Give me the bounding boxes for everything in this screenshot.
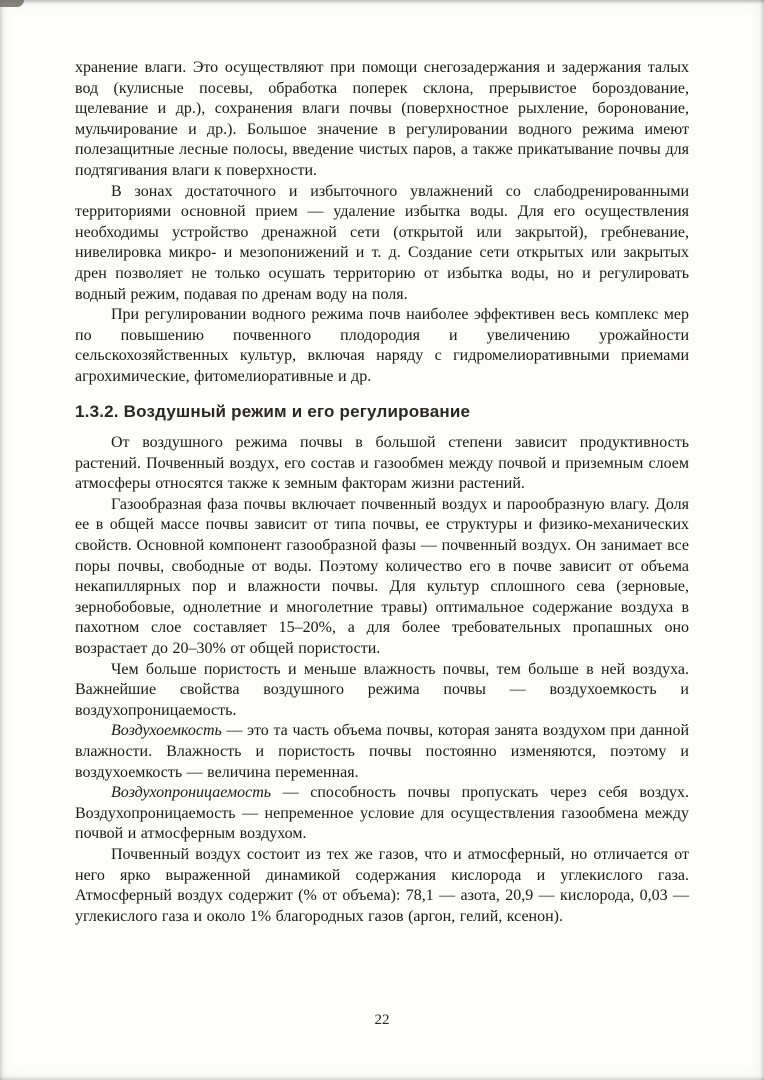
- page-number: 22: [374, 1012, 390, 1028]
- scan-edge-bottom-artifact: [0, 1076, 764, 1080]
- paragraph-water-retention: хранение влаги. Это осуществляют при помощи снегозадержания и задержания талых вод (кулисные посевы, обработка поперек склона, прерывистое бороздование, щелевание и др.), сохранения влаги почвы (поверхностное рыхление, боронование, мульчирование и др.). Большое значение в регулировании водного режима имеют полезащитные лесные полосы, введение чистых паров, а также прикатывание почвы для подтягивания влаги к поверхности.: [75, 59, 689, 179]
- paragraph-soil-air-composition: Почвенный воздух состоит из тех же газов, что и атмосферный, но отличается от него ярко выраженной динамикой содержания кислорода и углекислого газа. Атмосферный воздух содержит (% от объема): 78,1 — азота, 20,9 — кислорода, 0,03 — углекислого газа и около 1% благородных газов (аргон, гелий, ксенон).: [75, 845, 689, 925]
- paragraph-air-regime-intro: От воздушного режима почвы в большой степени зависит продуктивность растений. Почвенный воздух, его состав и газообмен между почвой и приземным слоем атмосферы относятся также к земным факторам жизни растений.: [75, 434, 689, 493]
- term-air-permeability: Воздухопроницаемость: [111, 784, 272, 802]
- scan-edge-left-artifact: [0, 0, 4, 1080]
- paragraph-definition-air-capacity: [75, 721, 689, 783]
- paragraph-complex-measures: При регулировании водного режима почв наиболее эффективен весь комплекс мер по повышению почвенного плодородия и увеличению урожайности сельскохозяйственных культур, включая наряду с гидромелиоративными приемами агрохимические, фитомелиоративные и др.: [75, 306, 689, 385]
- paragraph-drainage: В зонах достаточного и избыточного увлажнений со слабодренированными территориями основной прием — удаление избытка воды. Для его осуществления необходимы устройство дренажной сети (открытой или закрытой), гребневание, нивелировка микро- и мезопонижений и т. д. Создание сети открытых или закрытых дрен позволяет не только осушать территорию от избытка воды, но и регулировать водный режим, подавая по дренам воду на поля.: [75, 182, 689, 303]
- paragraph-gas-phase: Газообразная фаза почвы включает почвенный воздух и парообразную влагу. Доля ее в общей массе почвы зависит от типа почвы, ее структуры и физико-механических свойств. Основной компонент газообразной фазы — почвенный воздух. Он занимает все поры почвы, свободные от воды. Поэтому количество его в почве зависит от объема некапиллярных пор и влажности почвы. Для культур сплошного сева (зерновые, зернобобовые, однолетние и многолетние травы) оптимальное содержание воздуха в пахотном слое составляет 15–20%, а для более требовательных пропашных оно возрастает до 20–30% от общей пористости.: [75, 495, 689, 658]
- paragraph-definition-air-permeability: [75, 783, 689, 845]
- definition-air-capacity-text: — это та часть объема почвы, которая занята воздухом при данной влажности. Влажность и пористость почвы постоянно изменяются, поэтому и воздухоемкость — величина переменная.: [75, 722, 689, 781]
- scan-corner-artifact: [0, 0, 24, 7]
- scan-edge-top-artifact: [0, 0, 764, 4]
- section-heading: 1.3.2. Воздушный режим и его регулирование: [75, 401, 471, 421]
- page-content: [75, 58, 689, 927]
- paragraph-porosity-moisture: Чем больше пористость и меньше влажность почвы, тем больше в ней воздуха. Важнейшие свойства воздушного режима почвы — воздухоемкость и воздухопроницаемость.: [75, 660, 689, 719]
- definition-air-permeability-text: — способность почвы пропускать через себя воздух. Воздухопроницаемость — непременное условие для осуществления газообмена между почвой и атмосферным воздухом.: [75, 784, 689, 843]
- term-air-capacity: Воздухоемкость: [111, 722, 222, 740]
- scan-edge-right-artifact: [760, 0, 764, 1080]
